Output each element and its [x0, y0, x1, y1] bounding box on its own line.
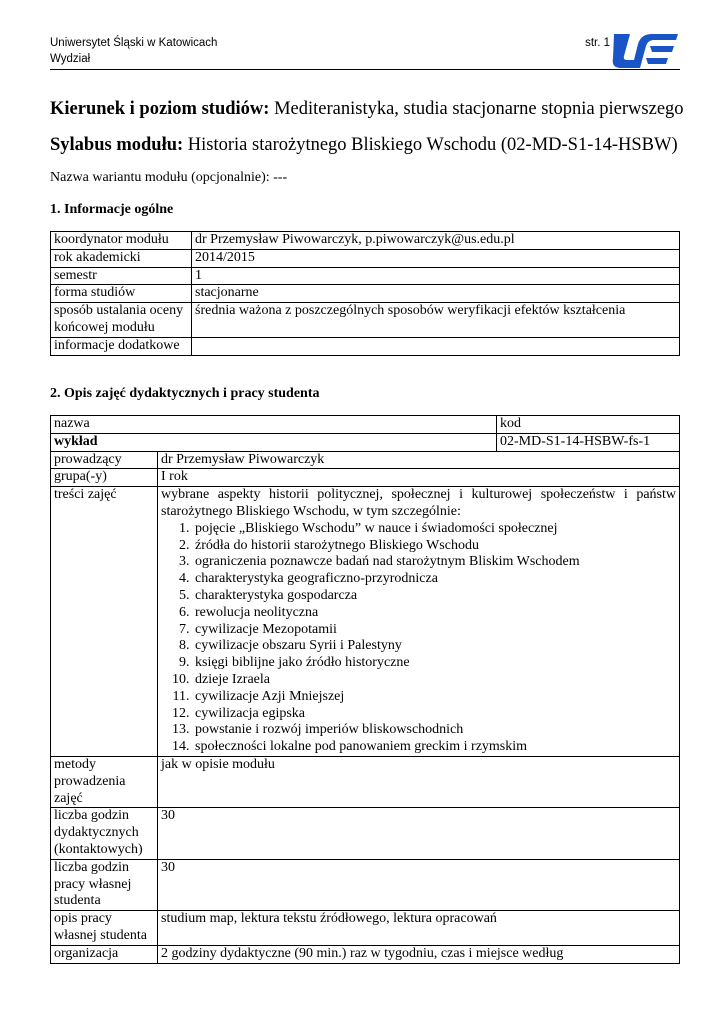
list-item: 6. rewolucja neolityczna	[193, 605, 676, 622]
list-item: 12. cywilizacja egipska	[193, 706, 676, 723]
page-number: str. 1	[585, 37, 610, 49]
section1-heading: 1. Informacje ogólne	[50, 202, 174, 217]
section2-heading: 2. Opis zajęć dydaktycznych i pracy studenta	[50, 386, 320, 401]
list-item: 5. charakterystyka gospodarcza	[193, 588, 676, 605]
row-label: treści zajęć	[51, 487, 158, 757]
list-item: 14. społeczności lokalne pod panowaniem greckim i rzymskim	[193, 739, 676, 756]
table-row	[51, 267, 680, 285]
row-label: grupa(-y)	[51, 469, 158, 487]
classes-table	[50, 415, 680, 964]
variant-name: Nazwa wariantu modułu (opcjonalnie): ---	[50, 170, 288, 185]
row-label: rok akademicki	[51, 249, 192, 267]
list-item: 7. cywilizacje Mezopotamii	[193, 622, 676, 639]
table-row	[51, 808, 680, 859]
row-value: 2 godziny dydaktyczne (90 min.) raz w tygodniu, czas i miejsce według	[158, 945, 680, 963]
topics-intro: wybrane aspekty historii politycznej, społecznej i kulturowej społeczeństw i państw starożytnego Bliskiego Wschodu, w tym szczególnie:	[161, 487, 676, 519]
list-item: 9. księgi biblijne jako źródło historyczne	[193, 655, 676, 672]
row-value: 1	[192, 267, 680, 285]
table-row	[51, 451, 680, 469]
row-value: studium map, lektura tekstu źródłowego, lektura opracowań	[158, 911, 680, 946]
table-row	[51, 249, 680, 267]
university-logo-icon	[612, 30, 680, 70]
row-value: 2014/2015	[192, 249, 680, 267]
table-header-row	[51, 416, 680, 434]
table-row	[51, 337, 680, 355]
module-syllabus-label: Sylabus modułu:	[50, 135, 184, 155]
list-item: 8. cywilizacje obszaru Syrii i Palestyny	[193, 638, 676, 655]
table-row	[51, 433, 680, 451]
row-value: 30	[158, 808, 680, 859]
row-label: prowadzący	[51, 451, 158, 469]
study-field-heading	[50, 97, 684, 121]
list-item: 1. pojęcie „Bliskiego Wschodu” w nauce i świadomości społecznej	[193, 521, 676, 538]
row-value: 30	[158, 859, 680, 910]
list-item: 3. ograniczenia poznawcze badań nad starożytnym Bliskim Wschodem	[193, 554, 676, 571]
study-field-label: Kierunek i poziom studiów:	[50, 99, 270, 119]
table-row	[51, 945, 680, 963]
row-label: organizacja	[51, 945, 158, 963]
table-row	[51, 911, 680, 946]
module-syllabus-heading	[50, 133, 678, 157]
list-item: 4. charakterystyka geograficzno-przyrodnicza	[193, 571, 676, 588]
name-header: nazwa	[51, 416, 497, 434]
row-value: dr Przemysław Piwowarczyk, p.piwowarczyk@us.edu.pl	[192, 232, 680, 250]
module-syllabus-value: Historia starożytnego Bliskiego Wschodu (02-MD-S1-14-HSBW)	[187, 135, 678, 155]
row-label: liczba godzin pracy własnej studenta	[51, 859, 158, 910]
university-name: Uniwersytet Śląski w Katowicach	[50, 37, 218, 49]
list-item: 11. cywilizacje Azji Mniejszej	[193, 689, 676, 706]
topics-cell	[158, 487, 680, 757]
table-row	[51, 469, 680, 487]
table-row	[51, 859, 680, 910]
row-label: forma studiów	[51, 285, 192, 303]
row-value: I rok	[158, 469, 680, 487]
topics-list	[161, 521, 676, 756]
row-value: średnia ważona z poszczególnych sposobów weryfikacji efektów kształcenia	[192, 303, 680, 338]
table-row	[51, 285, 680, 303]
row-value: jak w opisie modułu	[158, 756, 680, 807]
row-label: informacje dodatkowe	[51, 337, 192, 355]
page-header	[50, 35, 610, 67]
row-label: metody prowadzenia zajęć	[51, 756, 158, 807]
study-field-value: Mediteranistyka, studia stacjonarne stopnia pierwszego	[274, 99, 684, 119]
row-value: dr Przemysław Piwowarczyk	[158, 451, 680, 469]
code-header: kod	[497, 416, 680, 434]
class-name: wykład	[51, 433, 497, 451]
table-row	[51, 303, 680, 338]
list-item: 10. dzieje Izraela	[193, 672, 676, 689]
department-name: Wydział	[50, 53, 91, 65]
row-label: koordynator modułu	[51, 232, 192, 250]
header-divider	[50, 69, 680, 70]
table-row	[51, 756, 680, 807]
table-row	[51, 232, 680, 250]
row-value: stacjonarne	[192, 285, 680, 303]
list-item: 2. źródła do historii starożytnego Bliskiego Wschodu	[193, 538, 676, 555]
row-label: liczba godzin dydaktycznych (kontaktowych)	[51, 808, 158, 859]
table-row	[51, 487, 680, 757]
list-item: 13. powstanie i rozwój imperiów bliskowschodnich	[193, 722, 676, 739]
row-label: sposób ustalania oceny końcowej modułu	[51, 303, 192, 338]
general-info-table	[50, 231, 680, 356]
class-code: 02-MD-S1-14-HSBW-fs-1	[497, 433, 680, 451]
row-value	[192, 337, 680, 355]
row-label: opis pracy własnej studenta	[51, 911, 158, 946]
row-label: semestr	[51, 267, 192, 285]
